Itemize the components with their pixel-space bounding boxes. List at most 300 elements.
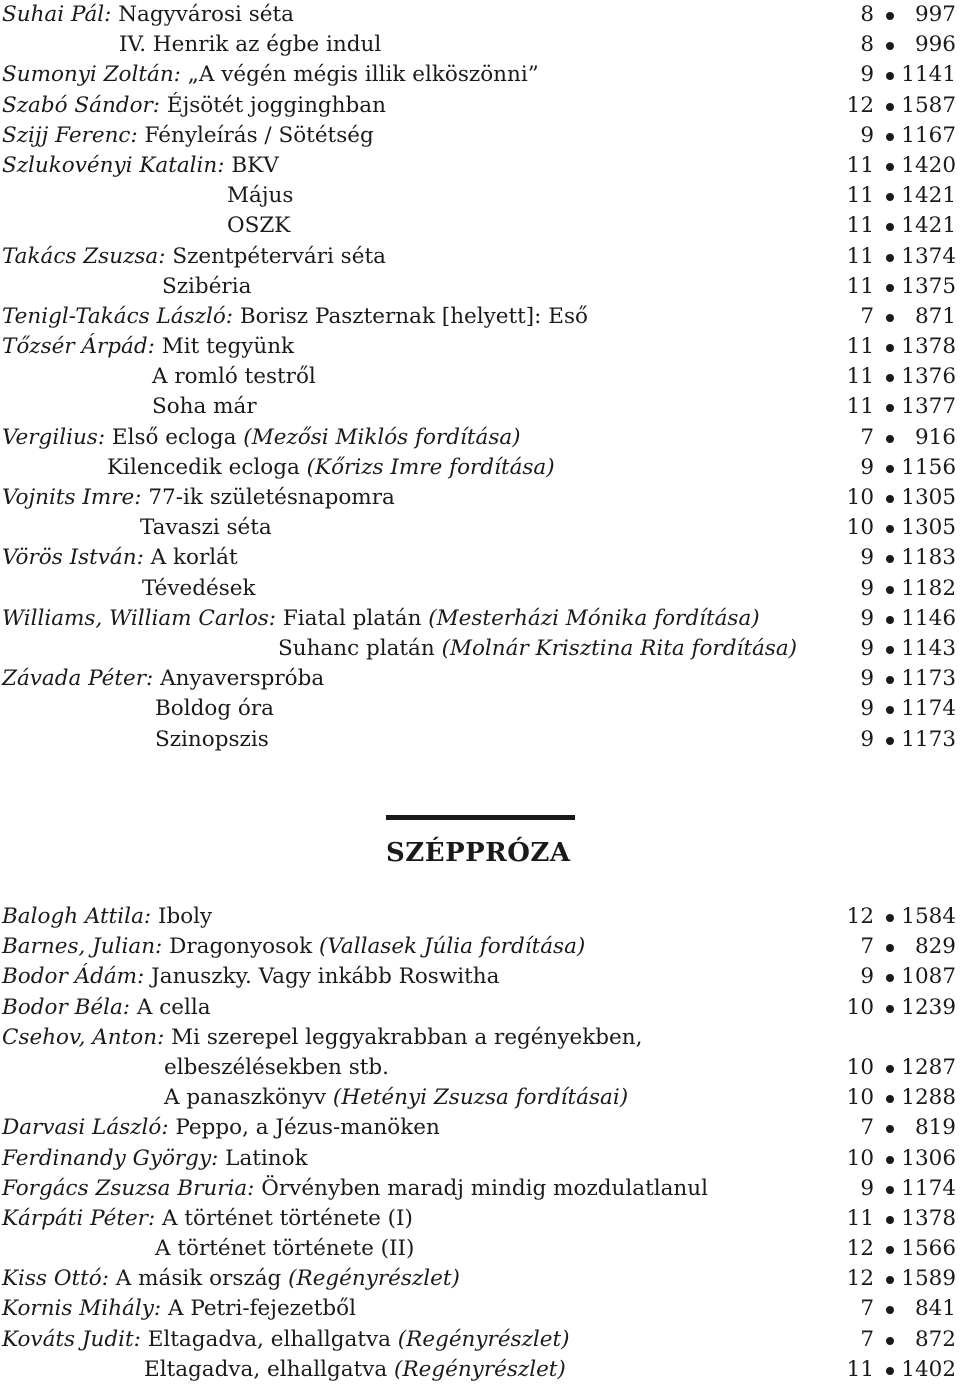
page-number: 1566 xyxy=(901,1236,956,1262)
page-number: 1589 xyxy=(901,1266,956,1292)
entry-reference xyxy=(826,91,956,121)
entry-title: Januszky. Vagy inkább Roswitha xyxy=(144,964,500,990)
bullet-icon xyxy=(886,1095,894,1103)
bullet-icon xyxy=(886,435,894,443)
bullet-icon xyxy=(886,1246,894,1254)
entry-text xyxy=(2,993,211,1023)
entry-title: BKV xyxy=(224,152,279,178)
index-entry xyxy=(2,1325,956,1355)
issue-number: 11 xyxy=(846,213,874,239)
index-entry xyxy=(2,1113,956,1143)
issue-number: 9 xyxy=(860,964,874,990)
entry-author: Ferdinandy György: xyxy=(2,1145,219,1171)
entry-text xyxy=(2,1023,642,1053)
bullet-icon xyxy=(886,374,894,382)
bullet-icon xyxy=(886,914,894,922)
entry-text xyxy=(227,211,290,241)
entry-text xyxy=(155,725,269,755)
entry-translator: (Regényrészlet) xyxy=(281,1266,460,1292)
entry-title: A cella xyxy=(130,994,211,1020)
bullet-icon xyxy=(886,1276,894,1284)
index-entry xyxy=(2,392,956,422)
index-entry xyxy=(2,60,956,90)
issue-number: 9 xyxy=(860,454,874,480)
page-number: 1421 xyxy=(901,213,956,239)
entry-text xyxy=(2,1174,708,1204)
bullet-icon xyxy=(886,974,894,982)
issue-number: 9 xyxy=(860,635,874,661)
page-number: 1182 xyxy=(901,575,956,601)
entry-title: Szentpétervári séta xyxy=(165,243,386,269)
issue-number: 12 xyxy=(846,1266,874,1292)
issue-number: 11 xyxy=(846,243,874,269)
bullet-icon xyxy=(886,737,894,745)
entry-author: Darvasi László: xyxy=(2,1115,169,1141)
entry-author: Tenigl-Takács László: xyxy=(2,303,234,329)
issue-number: 9 xyxy=(860,122,874,148)
index-entry xyxy=(2,483,956,513)
entry-reference xyxy=(826,362,956,392)
index-entry xyxy=(2,1144,956,1174)
entry-text xyxy=(2,1264,460,1294)
entry-translator: (Molnár Krisztina Rita fordítása) xyxy=(434,635,798,661)
index-entry xyxy=(2,725,956,755)
page-number: 1305 xyxy=(901,485,956,510)
page-number: 841 xyxy=(914,1296,956,1322)
entry-reference xyxy=(826,932,956,962)
entry-text xyxy=(2,0,294,30)
entry-text xyxy=(2,1294,356,1324)
page-number: 1374 xyxy=(901,243,956,269)
entry-author: Szijj Ferenc: xyxy=(2,122,138,148)
entry-title: A korlát xyxy=(143,545,238,571)
bullet-icon xyxy=(886,1367,894,1375)
poetry-index-list xyxy=(2,0,956,755)
entry-reference xyxy=(826,694,956,724)
bullet-icon xyxy=(886,1186,894,1194)
index-entry xyxy=(2,332,956,362)
entry-title: Tavaszi séta xyxy=(140,515,272,541)
page-number: 1173 xyxy=(901,726,956,752)
index-entry xyxy=(2,181,956,211)
issue-number: 10 xyxy=(846,1054,874,1080)
entry-author: Vergilius: xyxy=(2,424,106,450)
bullet-icon xyxy=(886,42,894,50)
issue-number: 11 xyxy=(846,273,874,299)
entry-author: Szlukovényi Katalin: xyxy=(2,152,225,178)
index-entry xyxy=(2,1234,956,1264)
entry-author: Vörös István: xyxy=(2,545,144,571)
index-entry xyxy=(2,423,956,453)
page-number: 1378 xyxy=(901,334,956,360)
bullet-icon xyxy=(886,72,894,80)
page-number: 1174 xyxy=(901,696,956,722)
issue-number: 12 xyxy=(846,92,874,118)
entry-translator: (Vallasek Júlia fordítása) xyxy=(312,934,586,960)
index-entry xyxy=(2,1023,956,1053)
entry-text xyxy=(2,1204,413,1234)
bullet-icon xyxy=(886,344,894,352)
issue-number: 11 xyxy=(846,394,874,420)
index-entry xyxy=(2,242,956,272)
section-divider xyxy=(386,815,575,820)
index-entry xyxy=(2,121,956,151)
bullet-icon xyxy=(886,586,894,594)
entry-text xyxy=(2,962,499,992)
issue-number: 9 xyxy=(860,605,874,631)
entry-author: Kárpáti Péter: xyxy=(2,1205,156,1231)
entry-title: elbeszélésekben stb. xyxy=(164,1054,389,1080)
index-entry xyxy=(2,664,956,694)
entry-title: Tévedések xyxy=(142,575,256,601)
bullet-icon xyxy=(886,1337,894,1345)
index-entry xyxy=(2,211,956,241)
index-entry xyxy=(2,1083,956,1113)
entry-title: A történet története (I) xyxy=(155,1205,413,1231)
entry-text xyxy=(278,634,797,664)
index-entry xyxy=(2,634,956,664)
page-number: 1587 xyxy=(901,92,956,118)
entry-author: Bodor Béla: xyxy=(2,994,131,1020)
entry-reference xyxy=(826,1264,956,1294)
index-entry xyxy=(2,272,956,302)
entry-title: Mit tegyünk xyxy=(154,334,295,360)
entry-author: Suhai Pál: xyxy=(2,2,112,27)
entry-text xyxy=(227,181,293,211)
entry-translator: (Mezősi Miklós fordítása) xyxy=(236,424,521,450)
entry-text xyxy=(164,1083,628,1113)
page-number: 1375 xyxy=(901,273,956,299)
entry-title: Szibéria xyxy=(162,273,252,299)
entry-reference xyxy=(826,1204,956,1234)
entry-reference xyxy=(826,302,956,332)
page-number: 872 xyxy=(914,1326,956,1352)
entry-reference xyxy=(826,272,956,302)
entry-title: Latinok xyxy=(218,1145,308,1171)
entry-reference xyxy=(826,60,956,90)
entry-reference xyxy=(826,993,956,1023)
page-number: 1288 xyxy=(901,1085,956,1111)
index-entry xyxy=(2,574,956,604)
index-entry xyxy=(2,902,956,932)
issue-number: 10 xyxy=(846,1145,874,1171)
bullet-icon xyxy=(886,103,894,111)
entry-author: Balogh Attila: xyxy=(2,904,152,929)
index-entry xyxy=(2,151,956,181)
entry-text xyxy=(144,1355,566,1385)
entry-title: A történet története (II) xyxy=(155,1236,415,1262)
entry-reference xyxy=(826,181,956,211)
index-entry xyxy=(2,30,956,60)
index-entry xyxy=(2,453,956,483)
issue-number: 9 xyxy=(860,545,874,571)
entry-translator: (Regényrészlet) xyxy=(390,1326,570,1352)
index-entry xyxy=(2,0,956,30)
index-entry xyxy=(2,1204,956,1234)
entry-title: Éjsötét jogginghban xyxy=(160,92,386,118)
entry-reference xyxy=(826,664,956,694)
entry-reference xyxy=(826,0,956,30)
bullet-icon xyxy=(886,1216,894,1224)
entry-author: Bodor Ádám: xyxy=(2,964,145,990)
entry-author: Vojnits Imre: xyxy=(2,485,142,510)
entry-title: Eltagadva, elhallgatva xyxy=(140,1326,391,1352)
bullet-icon xyxy=(886,555,894,563)
entry-title: Peppo, a Jézus-manöken xyxy=(168,1115,440,1141)
entry-title: Boldog óra xyxy=(155,696,274,722)
page-number: 1146 xyxy=(901,605,956,631)
bullet-icon xyxy=(886,404,894,412)
page-number: 1174 xyxy=(901,1175,956,1201)
bullet-icon xyxy=(886,254,894,262)
entry-author: Barnes, Julian: xyxy=(2,934,163,960)
entry-text xyxy=(162,272,251,302)
entry-reference xyxy=(826,1083,956,1113)
entry-reference xyxy=(826,423,956,453)
index-entry xyxy=(2,543,956,573)
bullet-icon xyxy=(886,1156,894,1164)
bullet-icon xyxy=(886,676,894,684)
entry-text xyxy=(2,302,588,332)
issue-number: 12 xyxy=(846,1236,874,1262)
prose-index-list xyxy=(2,902,956,1385)
issue-number: 9 xyxy=(860,666,874,692)
index-entry xyxy=(2,1294,956,1324)
entry-text xyxy=(2,423,521,453)
bullet-icon xyxy=(886,193,894,201)
entry-title: „A végén mégis illik elköszönni” xyxy=(180,62,539,88)
bullet-icon xyxy=(886,1065,894,1073)
issue-number: 11 xyxy=(846,364,874,390)
entry-text xyxy=(2,483,395,513)
index-entry xyxy=(2,1174,956,1204)
bullet-icon xyxy=(886,163,894,171)
entry-reference xyxy=(826,1294,956,1324)
entry-translator: (Hetényi Zsuzsa fordításai) xyxy=(326,1085,629,1111)
entry-reference xyxy=(826,962,956,992)
issue-number: 7 xyxy=(860,1115,874,1141)
entry-text xyxy=(142,574,256,604)
entry-author: Williams, William Carlos: xyxy=(2,605,277,631)
page-number: 1377 xyxy=(901,394,956,420)
index-entry xyxy=(2,694,956,724)
issue-number: 10 xyxy=(846,485,874,510)
entry-title: Soha már xyxy=(152,394,257,420)
page-number: 1306 xyxy=(901,1145,956,1171)
bullet-icon xyxy=(886,133,894,141)
entry-reference xyxy=(826,725,956,755)
entry-translator: (Mesterházi Mónika fordítása) xyxy=(421,605,760,631)
index-entry xyxy=(2,362,956,392)
entry-reference xyxy=(826,634,956,664)
entry-reference xyxy=(826,1174,956,1204)
entry-author: Závada Péter: xyxy=(2,666,154,692)
bullet-icon xyxy=(886,465,894,473)
entry-reference xyxy=(826,151,956,181)
entry-title: Borisz Paszternak [helyett]: Eső xyxy=(233,303,588,329)
issue-number: 8 xyxy=(860,2,874,27)
entry-title: Iboly xyxy=(151,904,213,929)
index-entry xyxy=(2,1355,956,1385)
entry-title: Fiatal platán xyxy=(276,605,422,631)
bullet-icon xyxy=(886,495,894,503)
page-number: 1183 xyxy=(901,545,956,571)
entry-author: Tőzsér Árpád: xyxy=(2,334,155,360)
page-number: 1173 xyxy=(901,666,956,692)
entry-author: Takács Zsuzsa: xyxy=(2,243,166,269)
entry-title: Dragonyosok xyxy=(162,934,313,960)
page-number: 997 xyxy=(914,2,956,27)
issue-number: 12 xyxy=(846,904,874,929)
issue-number: 9 xyxy=(860,1175,874,1201)
page-number: 1143 xyxy=(901,635,956,661)
issue-number: 10 xyxy=(846,515,874,541)
bullet-icon xyxy=(886,314,894,322)
page-number: 1239 xyxy=(901,994,956,1020)
page-number: 1376 xyxy=(901,364,956,390)
entry-reference xyxy=(826,211,956,241)
entry-author: Szabó Sándor: xyxy=(2,92,161,118)
entry-reference xyxy=(826,242,956,272)
bullet-icon xyxy=(886,1306,894,1314)
index-entry xyxy=(2,513,956,543)
entry-reference xyxy=(826,902,956,932)
bullet-icon xyxy=(886,646,894,654)
entry-text xyxy=(2,60,539,90)
entry-title: 77-ik születésnapomra xyxy=(141,485,395,510)
page-number: 1156 xyxy=(901,454,956,480)
page-number: 1167 xyxy=(901,122,956,148)
index-entry xyxy=(2,1053,956,1083)
entry-text xyxy=(2,1113,440,1143)
entry-title: Fényleírás / Sötétség xyxy=(137,122,374,148)
entry-reference xyxy=(826,30,956,60)
page-number: 1305 xyxy=(901,515,956,541)
entry-author: Kiss Ottó: xyxy=(2,1266,109,1292)
bullet-icon xyxy=(886,616,894,624)
entry-text xyxy=(2,932,585,962)
entry-text xyxy=(2,91,386,121)
entry-title: OSZK xyxy=(227,213,291,239)
entry-text xyxy=(2,242,386,272)
issue-number: 7 xyxy=(860,1296,874,1322)
bullet-icon xyxy=(886,1005,894,1013)
entry-text xyxy=(119,30,381,60)
entry-reference xyxy=(826,1113,956,1143)
entry-text xyxy=(152,392,257,422)
bullet-icon xyxy=(886,1125,894,1133)
issue-number: 9 xyxy=(860,62,874,88)
index-entry xyxy=(2,993,956,1023)
issue-number: 8 xyxy=(860,32,874,58)
page-number: 1421 xyxy=(901,183,956,209)
section-heading: SZÉPPRÓZA xyxy=(386,838,571,868)
entry-title: Első ecloga xyxy=(105,424,237,450)
entry-translator: (Regényrészlet) xyxy=(387,1356,566,1382)
page-number: 916 xyxy=(914,424,956,450)
page-number: 996 xyxy=(914,32,956,58)
page-number: 1087 xyxy=(901,964,956,990)
index-entry xyxy=(2,932,956,962)
entry-text xyxy=(155,694,274,724)
entry-text xyxy=(2,1144,308,1174)
entry-reference xyxy=(826,543,956,573)
entry-title: A panaszkönyv xyxy=(164,1085,327,1111)
entry-reference xyxy=(826,1325,956,1355)
index-entry xyxy=(2,604,956,634)
entry-text xyxy=(2,902,212,932)
entry-translator: (Kőrizs Imre fordítása) xyxy=(299,454,555,480)
index-entry xyxy=(2,302,956,332)
entry-text xyxy=(2,664,324,694)
entry-title: Kilencedik ecloga xyxy=(107,454,300,480)
issue-number: 11 xyxy=(846,1205,874,1231)
entry-reference xyxy=(826,453,956,483)
entry-reference xyxy=(826,332,956,362)
entry-text xyxy=(152,362,316,392)
entry-reference xyxy=(826,513,956,543)
issue-number: 11 xyxy=(846,152,874,178)
entry-title: Anyaverspróba xyxy=(153,666,325,692)
issue-number: 10 xyxy=(846,994,874,1020)
bullet-icon xyxy=(886,944,894,952)
issue-number: 11 xyxy=(846,183,874,209)
page-number: 829 xyxy=(914,934,956,960)
page-number: 1420 xyxy=(901,152,956,178)
index-entry xyxy=(2,91,956,121)
entry-text xyxy=(155,1234,414,1264)
entry-title: A Petri-fejezetből xyxy=(161,1296,356,1322)
entry-reference xyxy=(826,1355,956,1385)
entry-title: IV. Henrik az égbe indul xyxy=(119,32,382,58)
entry-author: Kováts Judit: xyxy=(2,1326,141,1352)
entry-reference xyxy=(826,574,956,604)
entry-text xyxy=(2,121,374,151)
page-number: 1378 xyxy=(901,1205,956,1231)
issue-number: 9 xyxy=(860,726,874,752)
entry-text xyxy=(164,1053,389,1083)
entry-title: Szinopszis xyxy=(155,726,269,752)
issue-number: 9 xyxy=(860,575,874,601)
page-number: 871 xyxy=(914,303,956,329)
issue-number: 7 xyxy=(860,934,874,960)
page-number: 1584 xyxy=(901,904,956,929)
entry-reference xyxy=(826,1053,956,1083)
page-number: 1287 xyxy=(901,1054,956,1080)
entry-text xyxy=(140,513,272,543)
issue-number: 10 xyxy=(846,1085,874,1111)
bullet-icon xyxy=(886,223,894,231)
entry-author: Forgács Zsuzsa Bruria: xyxy=(2,1175,255,1201)
page-number: 1402 xyxy=(901,1356,956,1382)
issue-number: 7 xyxy=(860,1326,874,1352)
entry-text xyxy=(2,151,279,181)
entry-reference xyxy=(826,604,956,634)
entry-text xyxy=(2,332,294,362)
entry-reference xyxy=(826,1234,956,1264)
entry-title: Mi szerepel leggyakrabban a regényekben, xyxy=(164,1024,643,1050)
index-entry xyxy=(2,962,956,992)
bullet-icon xyxy=(886,706,894,714)
entry-title: Suhanc platán xyxy=(278,635,435,661)
bullet-icon xyxy=(886,284,894,292)
entry-reference xyxy=(826,121,956,151)
entry-author: Sumonyi Zoltán: xyxy=(2,62,181,88)
entry-reference xyxy=(826,1144,956,1174)
bullet-icon xyxy=(886,12,894,20)
entry-text xyxy=(107,453,555,483)
issue-number: 7 xyxy=(860,303,874,329)
